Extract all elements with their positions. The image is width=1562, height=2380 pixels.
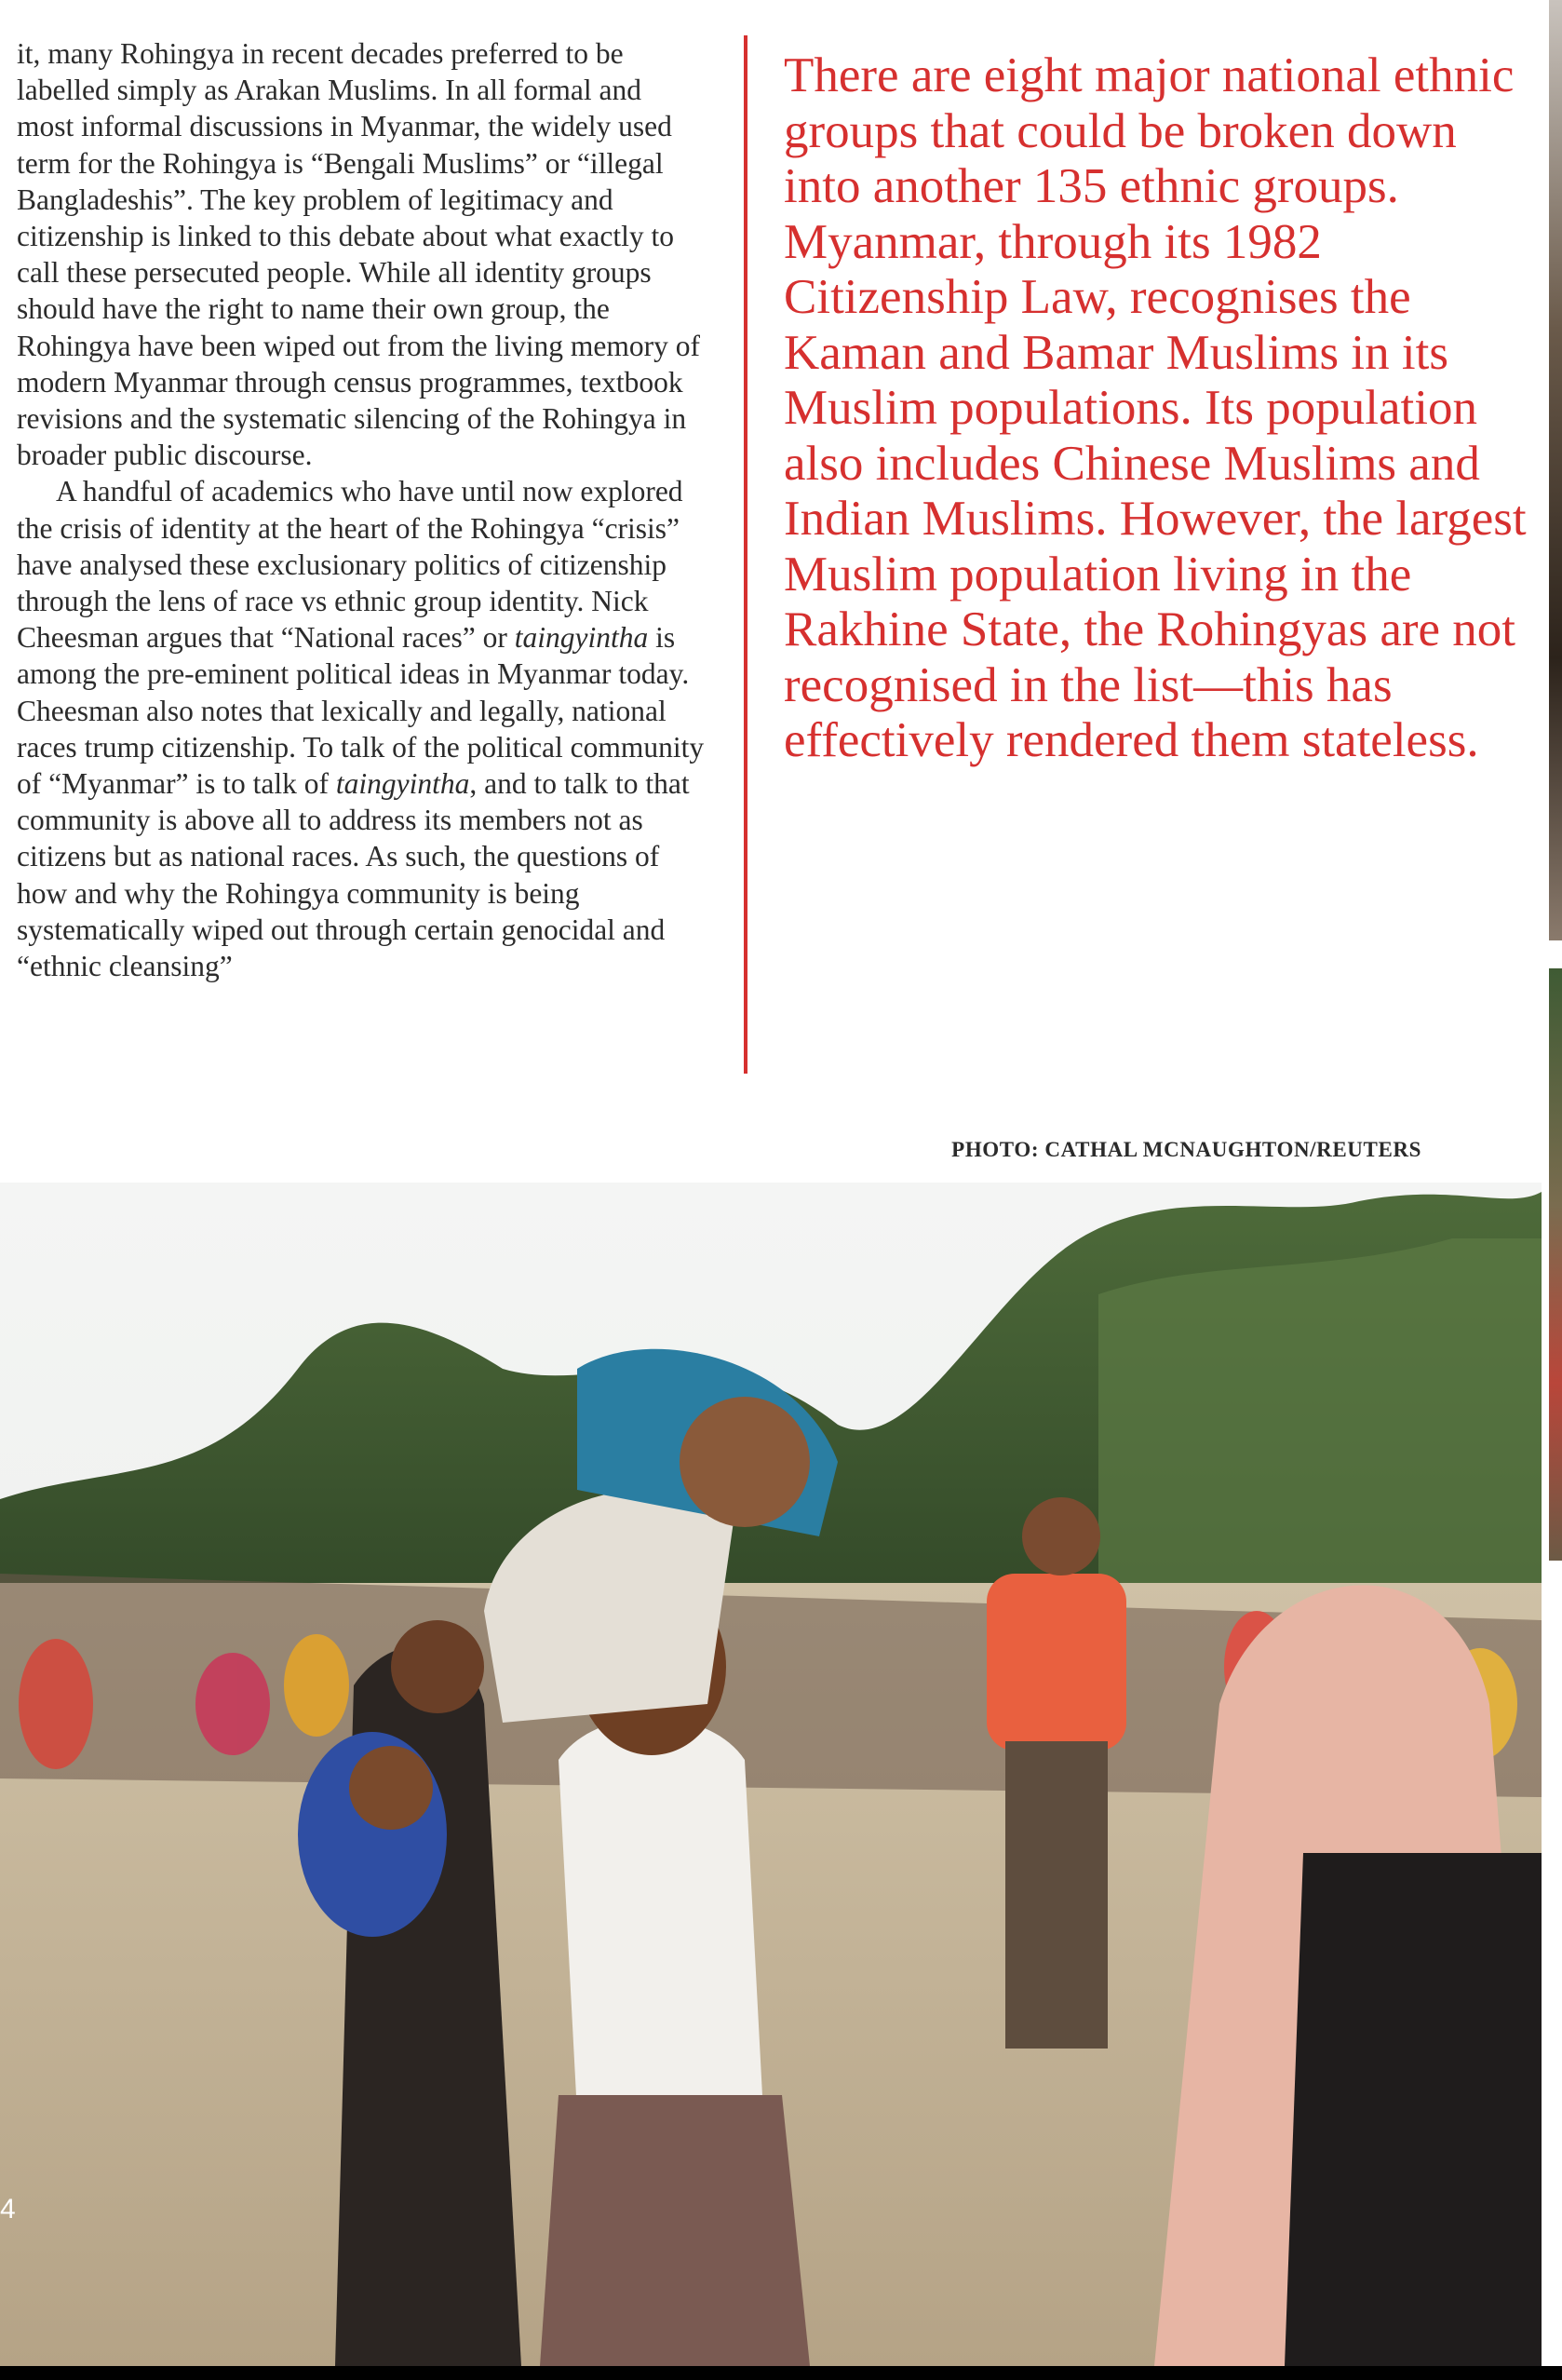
pull-quote-rule [744,35,747,1074]
page-number: 4 [0,2194,16,2224]
italic-term: taingyintha [335,767,470,801]
bottom-border [0,2366,1562,2380]
news-photo [0,1183,1542,2366]
paragraph-text: A handful of academics who have until now explored the crisis of identity at the heart of the Rohingya “crisis” have analysed these exclusionary politics of citizenship through the lens of race vs ethnic group identity. Nick Cheesman argues that “National races” or [17,475,683,655]
article-paragraph [17,35,706,473]
photo-credit: PHOTO: CATHAL MCNAUGHTON/REUTERS [951,1138,1421,1161]
adjacent-page-edge [1549,0,1562,940]
italic-term: taingyintha [514,621,649,655]
paragraph-text: is among the pre-eminent political ideas in Myanmar today. Cheesman also notes that lexically and legally, national races trump citizenship. To talk of the political community of “Myanmar” is to talk of [17,621,705,801]
adjacent-page-edge-lower [1549,968,1562,1561]
paragraph-text: it, many Rohingya in recent decades preferred to be labelled simply as Arakan Muslims. In all formal and most informal discussions in Myanmar, the widely used term for the Rohingya is “Bengali Muslims” or “illegal Bangladeshis”. The key problem of legitimacy and citizenship is linked to this debate about what exactly to call these persecuted people. While all identity groups should have the right to name their own group, the Rohingya have been wiped out from the living memory of modern Myanmar through census programmes, textbook revisions and the systematic silencing of the Rohingya in broader public discourse. [17,37,700,472]
paragraph-text: , and to talk to that community is above all to address its members not as citizens but as national races. As such, the questions of how and why the Rohingya community is being systematically wiped out through certain genocidal and “ethnic cleansing” [17,767,690,983]
article-body [17,35,706,984]
article-paragraph [17,473,706,984]
pull-quote: There are eight major national ethnic groups that could be broken down into another 135 ethnic groups. Myanmar, through its 1982 Citizenship Law, recognises the Kaman and Bamar Muslims in its Muslim populations. Its population also includes Chinese Muslims and Indian Muslims. However, the largest Muslim population living in the Rakhine State, the Rohingyas are not recognised in the list—this has effectively rendered them stateless. [784,48,1527,767]
